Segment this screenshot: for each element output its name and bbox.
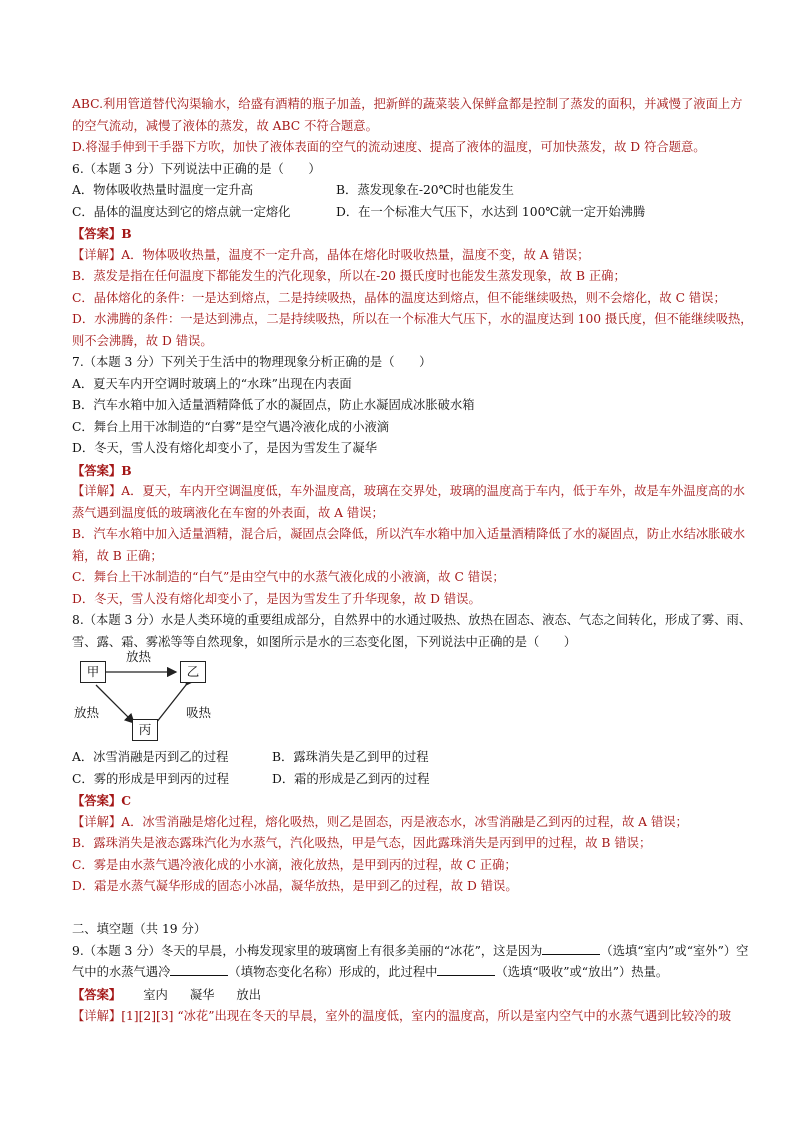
blank-1 [542,943,600,955]
detail-line: B．蒸发是指在任何温度下都能发生的汽化现象，所以在-20 摄氏度时也能发生蒸发现象，故 B 正确； [72,269,626,283]
detail-line: 【详解】A．物体吸收热量，温度不一定升高，晶体在熔化时吸收热量，温度不变，故 A 错误； [72,247,590,262]
question-9-stem: 9.（本题 3 分）冬天的早晨，小梅发现家里的玻璃窗上有很多美丽的“冰花”，这是因为 （选填“室内”或“室外”）空 [72,943,749,958]
question-8-options-row1 [72,747,732,769]
label-release-heat-left: 放热 [74,705,100,720]
question-8-options-row2 [72,769,732,791]
explanation-line: ABC.利用管道替代沟渠输水，给盛有酒精的瓶子加盖，把新鲜的蔬菜装入保鲜盒都是控制了蒸发的面积，并减慢了液面上方 [72,97,743,111]
option-c: C．雾的形成是甲到丙的过程 [72,771,229,786]
question-6-options-row1 [72,180,732,202]
answer-label: 【答案】B [72,462,132,478]
arrow-jia-to-bing [96,685,134,723]
option-d: D．霜的形成是乙到丙的过程 [272,771,430,786]
detail-line: D．冬天，雪人没有熔化却变小了，是因为雪发生了升华现象，故 D 错误。 [72,591,481,606]
page-content [72,94,753,1028]
detail-line: B．露珠消失是液态露珠汽化为水蒸气，汽化吸热，甲是气态，因此露珠消失是丙到甲的过程，故 B 错误； [72,836,652,850]
blank-3 [437,964,495,976]
option-b: B．蒸发现象在-20℃时也能发生 [336,183,514,197]
detail-line: D．霜是水蒸气凝华形成的固态小冰晶，凝华放热，是甲到乙的过程，故 D 错误。 [72,879,518,893]
detail-line: 【详解】A．夏天，车内开空调温度低，车外温度高，玻璃在交界处，玻璃的温度高于车内，低于车外，故是车外温度高的水 [72,484,745,498]
answer-label: 【答案】 [72,986,122,1002]
section-heading: 二、填空题（共 19 分） [72,922,207,936]
detail-line: B．汽车水箱中加入适量酒精，混合后，凝固点会降低，所以汽车水箱中加入适量酒精降低了水的凝固点，防止水结冰胀破水 [72,527,746,541]
arrow-bing-to-yi [156,685,186,723]
detail-line: 蒸气遇到温度低的玻璃液化在车窗的外表面，故 A 错误； [72,505,384,520]
option-c: C．舞台上用干冰制造的“白雾”是空气遇冷液化成的小液滴 [72,419,390,434]
detail-line: 【详解】[1][2][3] “冰花”出现在冬天的早晨，室外的温度低，室内的温度高，所以是室内空气中的水蒸气遇到比较冷的玻 [72,1009,731,1023]
answer-fill-2: 凝华 [189,987,215,1002]
option-a: A．夏天车内开空调时玻璃上的“水珠”出现在内表面 [72,376,352,391]
question-6-stem: 6.（本题 3 分）下列说法中正确的是（ ） [72,161,321,176]
answer-fill-3: 放出 [236,987,262,1002]
detail-line: C．雾是由水蒸气遇冷液化成的小水滴，液化放热，是甲到丙的过程，故 C 正确； [72,857,517,872]
option-a: A．冰雪消融是丙到乙的过程 [72,750,229,764]
detail-line: C．舞台上干冰制造的“白气”是由空气中的水蒸气液化成的小液滴，故 C 错误； [72,570,505,584]
detail-line: D．水沸腾的条件：一是达到沸点，二是持续吸热，所以在一个标准大气压下，水的温度达到 100 摄氏度，但不能继续吸热， [72,312,753,326]
option-c: C．晶体的温度达到它的熔点就一定熔化 [72,204,291,219]
answer-label: 【答案】C [72,793,131,808]
option-a: A．物体吸收热量时温度一定升高 [72,183,254,197]
state-box-jia: 甲 [80,661,106,683]
blank-2 [170,964,228,976]
state-box-bing: 丙 [132,719,158,741]
label-release-heat-top: 放热 [126,649,152,664]
detail-line: C．晶体熔化的条件：一是达到熔点，二是持续吸热，晶体的温度达到熔点，但不能继续吸热，则不会熔化，故 C 错误； [72,290,726,305]
option-d: D．冬天，雪人没有熔化却变小了，是因为雪发生了凝华 [72,441,377,455]
answer-fill-1: 室内 [143,987,168,1002]
option-d: D．在一个标准大气压下，水达到 100℃就一定开始沸腾 [336,204,646,219]
question-8-stem: 雪、露、霜、雾凇等等自然现象，如图所示是水的三态变化图，下列说法中正确的是（ ） [72,634,577,649]
detail-line: 【详解】A．冰雪消融是熔化过程，熔化吸热，则乙是固态，丙是液态水，冰雪消融是乙到丙的过程，故 A 错误； [72,814,688,829]
label-absorb-heat-right: 吸热 [186,705,212,720]
option-b: B．露珠消失是乙到甲的过程 [272,750,429,764]
question-7-stem: 7.（本题 3 分）下列关于生活中的物理现象分析正确的是（ ） [72,355,432,369]
option-b: B．汽车水箱中加入适量酒精降低了水的凝固点，防止水凝固成冰胀破水箱 [72,398,475,412]
question-9-stem: 气中的水蒸气遇冷 （填物态变化名称）形成的，此过程中 （选填“吸收”或“放出”）热量。 [72,965,669,979]
question-6-options-row2 [72,202,732,224]
question-8-stem: 8.（本题 3 分）水是人类环境的重要组成部分，自然界中的水通过吸热、放热在固态、液态、气态之间转化，形成了雾、雨、 [72,613,752,627]
answer-label: 【答案】B [72,226,132,241]
question-9-answer [72,984,732,1007]
detail-line: 则不会沸腾，故 D 错误。 [72,333,213,348]
explanation-line: D.将湿手伸到干手器下方吹，加快了液体表面的空气的流动速度、提高了液体的温度，可加快蒸发，故 D 符合题意。 [72,140,706,154]
explanation-line: 的空气流动，减慢了液体的蒸发，故 ABC 不符合题意。 [72,118,378,133]
state-box-yi: 乙 [180,661,206,683]
water-state-diagram [74,649,236,745]
detail-line: 箱，故 B 正确； [72,548,163,563]
